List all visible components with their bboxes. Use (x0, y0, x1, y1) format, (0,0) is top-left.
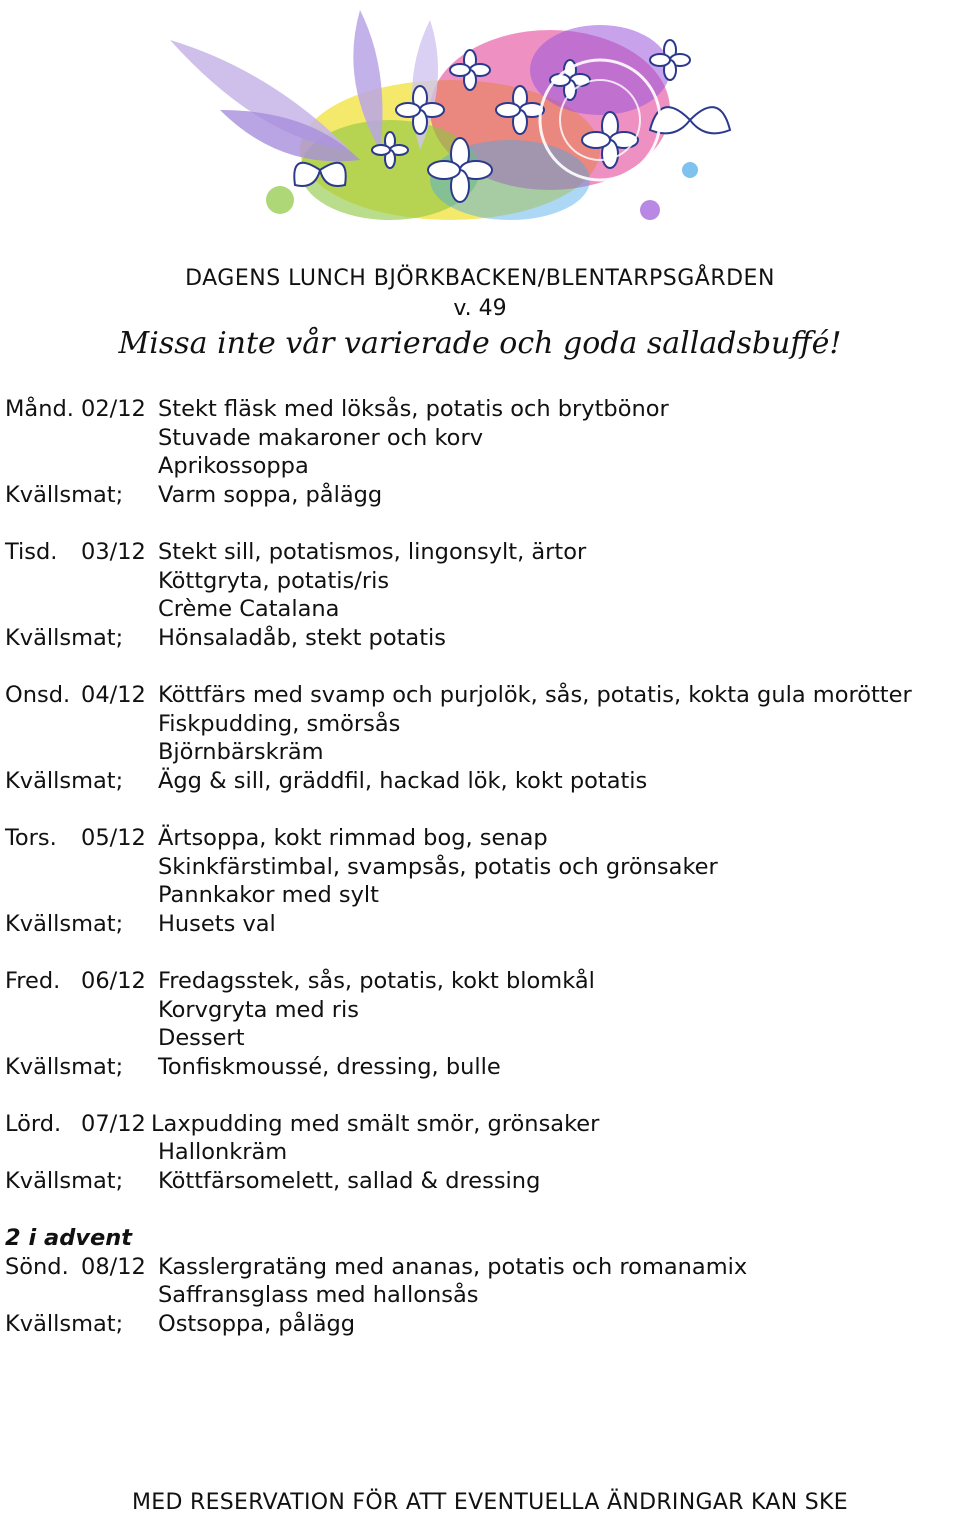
dish: Stuvade makaroner och korv (158, 425, 484, 451)
evening-dish: Tonfiskmoussé, dressing, bulle (158, 1054, 501, 1080)
day-label: Månd. (5, 396, 74, 422)
day-label: Tisd. (5, 539, 58, 565)
date-label: 07/12 (81, 1111, 146, 1137)
dish: Köttfärs med svamp och purjolök, sås, potatis, kokta gula morötter (158, 682, 912, 708)
dish: Köttgryta, potatis/ris (158, 568, 390, 594)
evening-label: Kvällsmat; (5, 482, 124, 508)
dish: Kasslergratäng med ananas, potatis och romanamix (158, 1254, 748, 1280)
dish: Dessert (158, 1025, 245, 1051)
flower-butterfly-illustration (130, 0, 770, 250)
day-label: Sönd. (5, 1254, 69, 1280)
dish: Skinkfärstimbal, svampsås, potatis och grönsaker (158, 854, 718, 880)
evening-dish: Ägg & sill, gräddfil, hackad lök, kokt potatis (158, 768, 648, 794)
dish: Laxpudding med smält smör, grönsaker (151, 1111, 600, 1137)
dish: Fiskpudding, smörsås (158, 711, 401, 737)
evening-label: Kvällsmat; (5, 1054, 124, 1080)
day-label: Onsd. (5, 682, 71, 708)
dish: Saffransglass med hallonsås (158, 1282, 479, 1308)
advent-label: 2 i advent (5, 1225, 133, 1251)
evening-label: Kvällsmat; (5, 1168, 124, 1194)
evening-dish: Varm soppa, pålägg (158, 482, 383, 508)
evening-label: Kvällsmat; (5, 625, 124, 651)
evening-label: Kvällsmat; (5, 768, 124, 794)
dish: Crème Catalana (158, 596, 340, 622)
dish: Stekt sill, potatismos, lingonsylt, ärtor (158, 539, 587, 565)
date-label: 04/12 (81, 682, 146, 708)
dish: Stekt fläsk med löksås, potatis och brytbönor (158, 396, 669, 422)
evening-label: Kvällsmat; (5, 911, 124, 937)
evening-dish: Hönsaladåb, stekt potatis (158, 625, 446, 651)
dish: Hallonkräm (158, 1139, 288, 1165)
reservation-note: MED RESERVATION FÖR ATT EVENTUELLA ÄNDRINGAR KAN SKE (131, 1490, 848, 1515)
evening-dish: Husets val (158, 911, 276, 937)
dish: Pannkakor med sylt (158, 882, 379, 908)
dish: Aprikossoppa (158, 453, 309, 479)
day-label: Tors. (5, 825, 57, 851)
date-label: 05/12 (81, 825, 146, 851)
day-label: Lörd. (5, 1111, 62, 1137)
day-label: Fred. (5, 968, 61, 994)
dish: Fredagsstek, sås, potatis, kokt blomkål (158, 968, 595, 994)
date-label: 08/12 (81, 1254, 146, 1280)
dish: Korvgryta med ris (158, 997, 359, 1023)
date-label: 03/12 (81, 539, 146, 565)
evening-dish: Ostsoppa, pålägg (158, 1311, 356, 1337)
dish: Björnbärskräm (158, 739, 324, 765)
dish: Ärtsoppa, kokt rimmad bog, senap (158, 825, 548, 851)
evening-dish: Köttfärsomelett, sallad & dressing (158, 1168, 541, 1194)
week-number: v. 49 (453, 296, 507, 321)
evening-label: Kvällsmat; (5, 1311, 124, 1337)
date-label: 02/12 (81, 396, 146, 422)
date-label: 06/12 (81, 968, 146, 994)
page-title: DAGENS LUNCH BJÖRKBACKEN/BLENTARPSGÅRDEN (185, 266, 775, 291)
salad-buffet-slogan: Missa inte vår varierade och goda salladsbuffé! (118, 326, 842, 361)
